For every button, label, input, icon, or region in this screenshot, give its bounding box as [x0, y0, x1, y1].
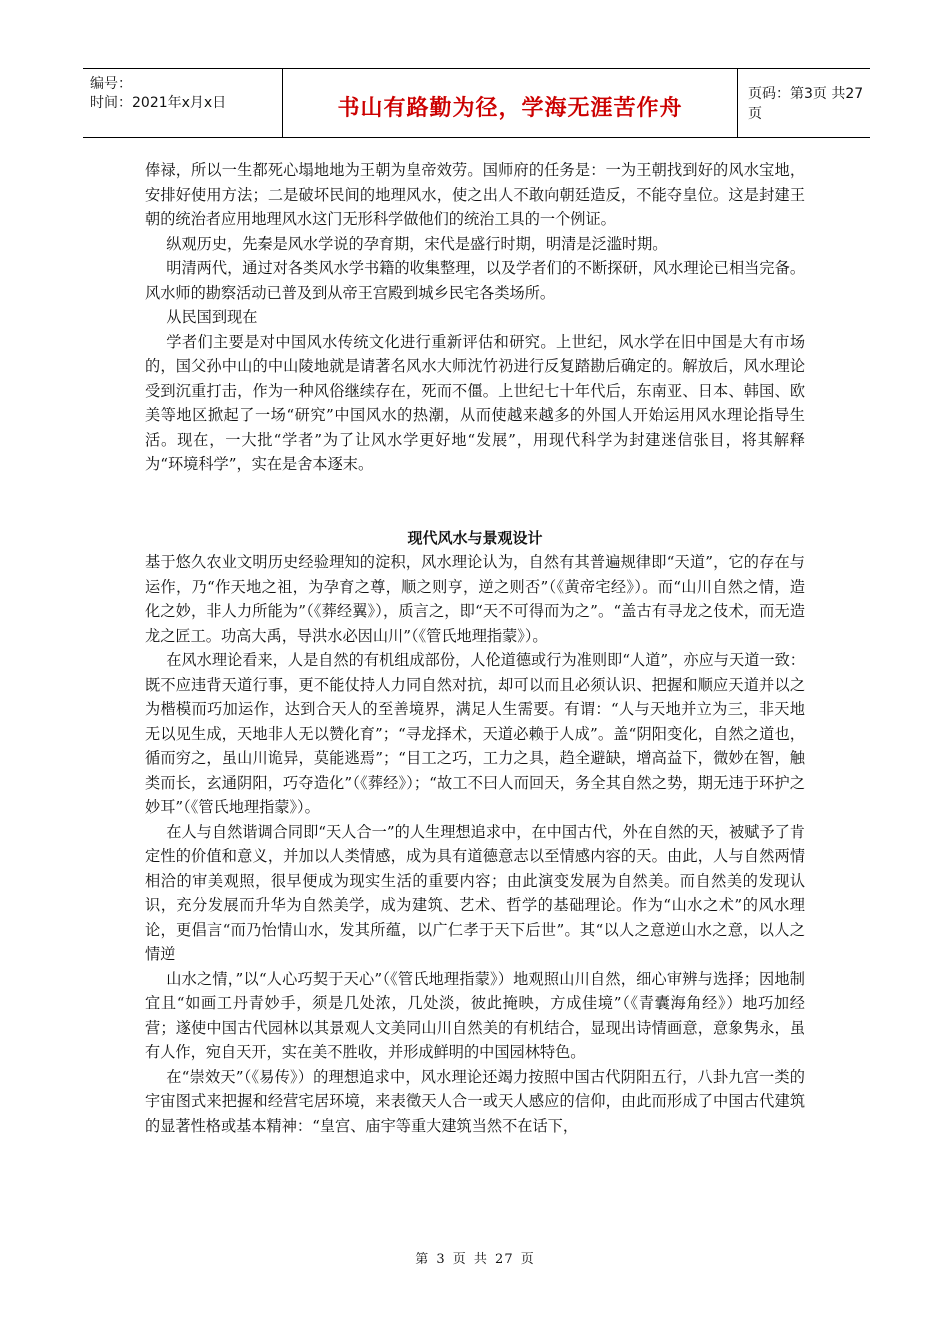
section-heading: 现代风水与景观设计: [407, 528, 543, 547]
number-label: 编号：: [90, 76, 132, 92]
spacer: [145, 477, 805, 526]
paragraph: 明清两代，通过对各类风水学书籍的收集整理，以及学者们的不断探研，风水理论已相当完备。风水师的勘察活动已普及到从帝王宫殿到城乡民宅各类场所。: [145, 259, 805, 302]
header-meta-cell: [83, 69, 283, 137]
paragraph: 纵观历史，先秦是风水学说的孕育期，宋代是盛行时期，明清是泛滥时期。: [166, 234, 668, 253]
paragraph: 山水之情，”以“人心巧契于天心”（《管氏地理指蒙》）地观照山川自然，细心审辨与选择；因地制宜且“如画工丹青妙手，须是几处浓，几处淡，彼此掩映，方成佳境”（《青囊海角经》）地巧加经营；遂使中国古代园林以其景观人文美同山川自然美的有机结合，显现出诗情画意，意象隽永，虽有人作，宛自天开，实在美不胜收，并形成鲜明的中国园林特色。: [145, 969, 805, 1061]
paragraph: 俸禄，所以一生都死心塌地地为王朝为皇帝效劳。国师府的任务是：一为王朝找到好的风水宝地，安排好使用方法；二是破坏民间的地理风水，使之出人不敢向朝廷造反，不能夺皇位。这是封建王朝的统治者应用地理风水这门无形科学做他们的统治工具的一个例证。: [145, 161, 805, 228]
page-indicator: 第 3 页 共 27 页: [415, 1252, 535, 1267]
paragraph: 在风水理论看来，人是自然的有机组成部份，人伦道德或行为准则即“人道”，亦应与天道一致：既不应违背天道行事，更不能仗持人力同自然对抗，却可以而且必须认识、把握和顺应天道并以之为楷模而巧加运作，达到合天人的至善境界，满足人生需要。有谓：“人与天地并立为三，非天地无以见生成，天地非人无以赞化育”；“寻龙择术，天道必赖于人成”。盖“阴阳变化，自然之道也，循而穷之，虽山川诡异，莫能逃焉”；“目工之巧，工力之具，趋全避缺，增高益下，微妙在智，触类而长，玄通阴阳，巧夺造化”（《葬经》）；“故工不曰人而回天，务全其自然之势，期无违于环护之妙耳”（《管氏地理指蒙》）。: [145, 651, 805, 816]
header-motto-cell: [283, 69, 738, 137]
document-body: [145, 158, 805, 1138]
header-page-cell: [738, 69, 870, 137]
time-label: 时间：2021年x月x日: [90, 95, 227, 111]
paragraph: 学者们主要是对中国风水传统文化进行重新评估和研究。上世纪，风水学在旧中国是大有市场的，国父孙中山的中山陵地就是请著名风水大师沈竹礽进行反复踏勘后确定的。解放后，风水理论受到沉重打击，作为一种风俗继续存在，死而不僵。上世纪七十年代后，东南亚、日本、韩国、欧美等地区掀起了一场“研究”中国风水的热潮，从而使越来越多的外国人开始运用风水理论指导生活。现在，一大批“学者”为了让风水学更好地“发展”，用现代科学为封建迷信张目，将其解释为“环境科学”，实在是舍本逐末。: [145, 332, 805, 473]
paragraph: 基于悠久农业文明历史经验理知的淀积，风水理论认为，自然有其普遍规律即“天道”，它的存在与运作，乃“作天地之祖，为孕育之尊，顺之则亨，逆之则否”（《黄帝宅经》）。而“山川自然之情，造化之妙，非人力所能为”（《葬经翼》），质言之，即“天不可得而为之”。“盖古有寻龙之伎术，而无造龙之匠工。功高大禹，导洪水必因山川”（《管氏地理指蒙》）。: [145, 553, 805, 645]
page-footer: [0, 1248, 950, 1267]
section-label: 从民国到现在: [166, 308, 258, 326]
paragraph: 在人与自然谐调合同即“天人合一”的人生理想追求中，在中国古代，外在自然的天，被赋予了肯定性的价值和意义，并加以人类情感，成为具有道德意志以至情感内容的天。由此，人与自然两情相洽的审美观照，很早便成为现实生活的重要内容；由此演变发展为自然美。而自然美的发现认识，充分发展而升华为自然美学，成为建筑、艺术、哲学的基础理论。作为“山水之术”的风水理论，更倡言“而乃怡情山水，发其所蕴，以广仁孝于天下后世”。其“以人之意逆山水之意，以人之情逆: [145, 822, 805, 963]
document-header: [83, 68, 870, 138]
page-code: 页码：第3页 共27页: [748, 86, 864, 122]
motto: 书山有路勤为径，学海无涯苦作舟: [337, 95, 683, 121]
paragraph: 在“崇效天”（《易传》）的理想追求中，风水理论还竭力按照中国古代阴阳五行，八卦九宫一类的宇宙图式来把握和经营宅居环境，来表徵天人合一或天人感应的信仰，由此而形成了中国古代建筑的显著性格或基本精神：“皇宫、庙宇等重大建筑当然不在话下，: [145, 1067, 805, 1135]
